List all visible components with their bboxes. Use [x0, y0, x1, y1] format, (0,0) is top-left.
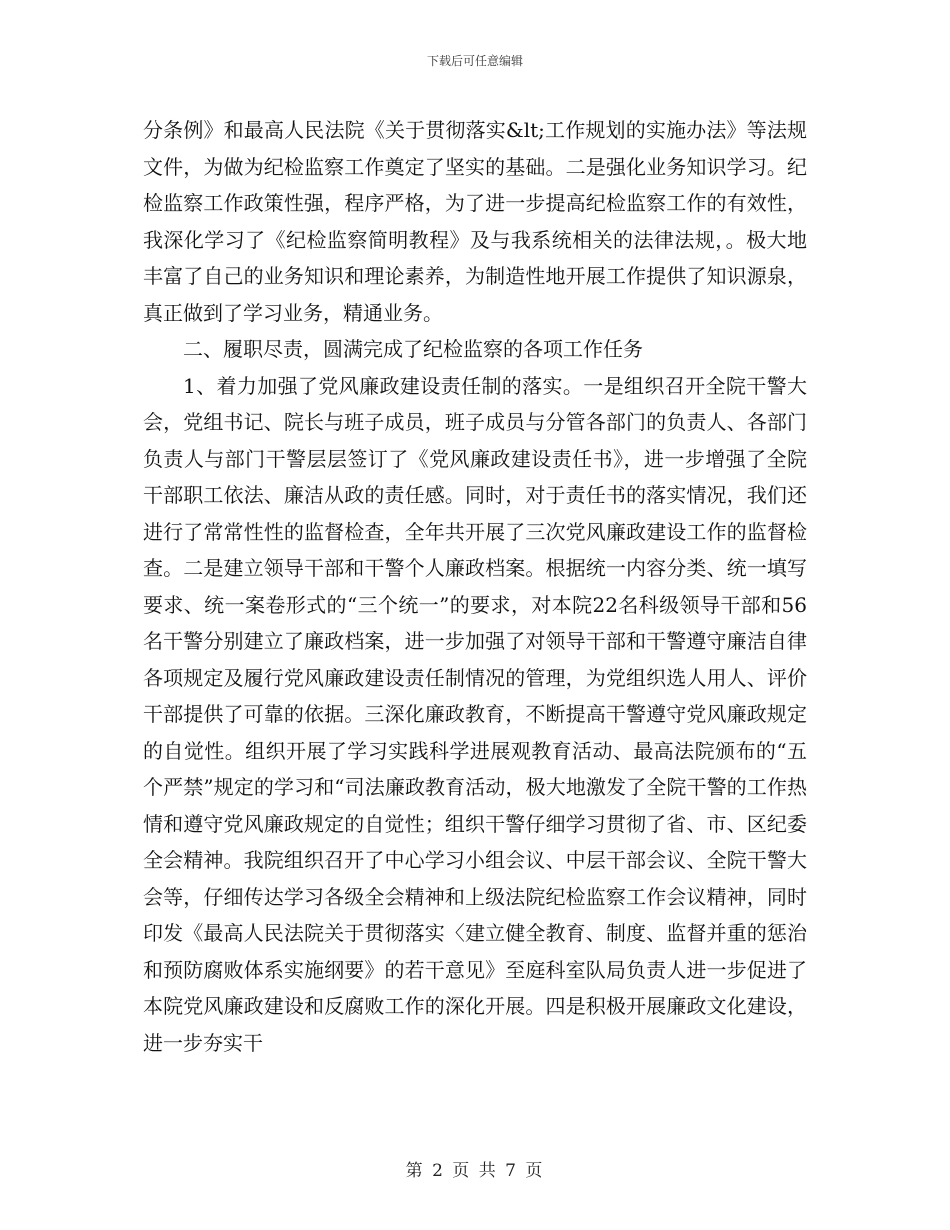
paragraph-3: 1、着力加强了党风廉政建设责任制的落实。一是组织召开全院干警大会，党组书记、院长与班子成员，班子成员与分管各部门的负责人、各部门负责人与部门干警层层签订了《党风廉政建设责任书》，进一步增强了全院干部职工依法、廉洁从政的责任感。同时，对于责任书的落实情况，我们还进行了常常性性的监督检查，全年共开展了三次党风廉政建设工作的监督检查。二是建立领导干部和干警个人廉政档案。根据统一内容分类、统一填写要求、统一案卷形式的“三个统一”的要求，对本院22名科级领导干部和56名干警分别建立了廉政档案，进一步加强了对领导干部和干警遵守廉洁自律各项规定及履行党风廉政建设责任制情况的管理，为党组织选人用人、评价干部提供了可靠的依据。三深化廉政教育，不断提高干警遵守党风廉政规定的自觉性。组织开展了学习实践科学进展观教育活动、最高法院颁布的“五个严禁”规定的学习和“司法廉政教育活动，极大地激发了全院干警的工作热情和遵守党风廉政规定的自觉性；组织干警仔细学习贯彻了省、市、区纪委全会精神。我院组织召开了中心学习小组会议、中层干部会议、全院干警大会等，仔细传达学习各级全会精神和上级法院纪检监察工作会议精神，同时印发《最高人民法院关于贯彻落实〈建立健全教育、制度、监督并重的惩治和预防腐败体系实施纲要》的若干意见》至庭科室队局负责人进一步促进了本院党风廉政建设和反腐败工作的深化开展。四是积极开展廉政文化建设，进一步夯实干 — [143, 373, 807, 1055]
paragraph-1: 分条例》和最高人民法院《关于贯彻落实&lt;工作规划的实施办法》等法规文件，为做为纪检监察工作奠定了坚实的基础。二是强化业务知识学习。纪检监察工作政策性强，程序严格，为了进一步提高纪检监察工作的有效性，我深化学习了《纪检监察简明教程》及与我系统相关的法律法规，。极大地丰富了自己的业务知识和理论素养，为制造性地开展工作提供了知识源泉，真正做到了学习业务，精通业务。 — [143, 118, 807, 325]
document-body — [143, 112, 807, 1061]
page-footer-page-number: 第 2 页 共 7 页 — [405, 1161, 545, 1181]
page-header: 下载后可任意编辑 — [426, 54, 523, 68]
paragraph-2-section-heading: 二、履职尽责，圆满完成了纪检监察的各项工作任务 — [183, 337, 643, 361]
